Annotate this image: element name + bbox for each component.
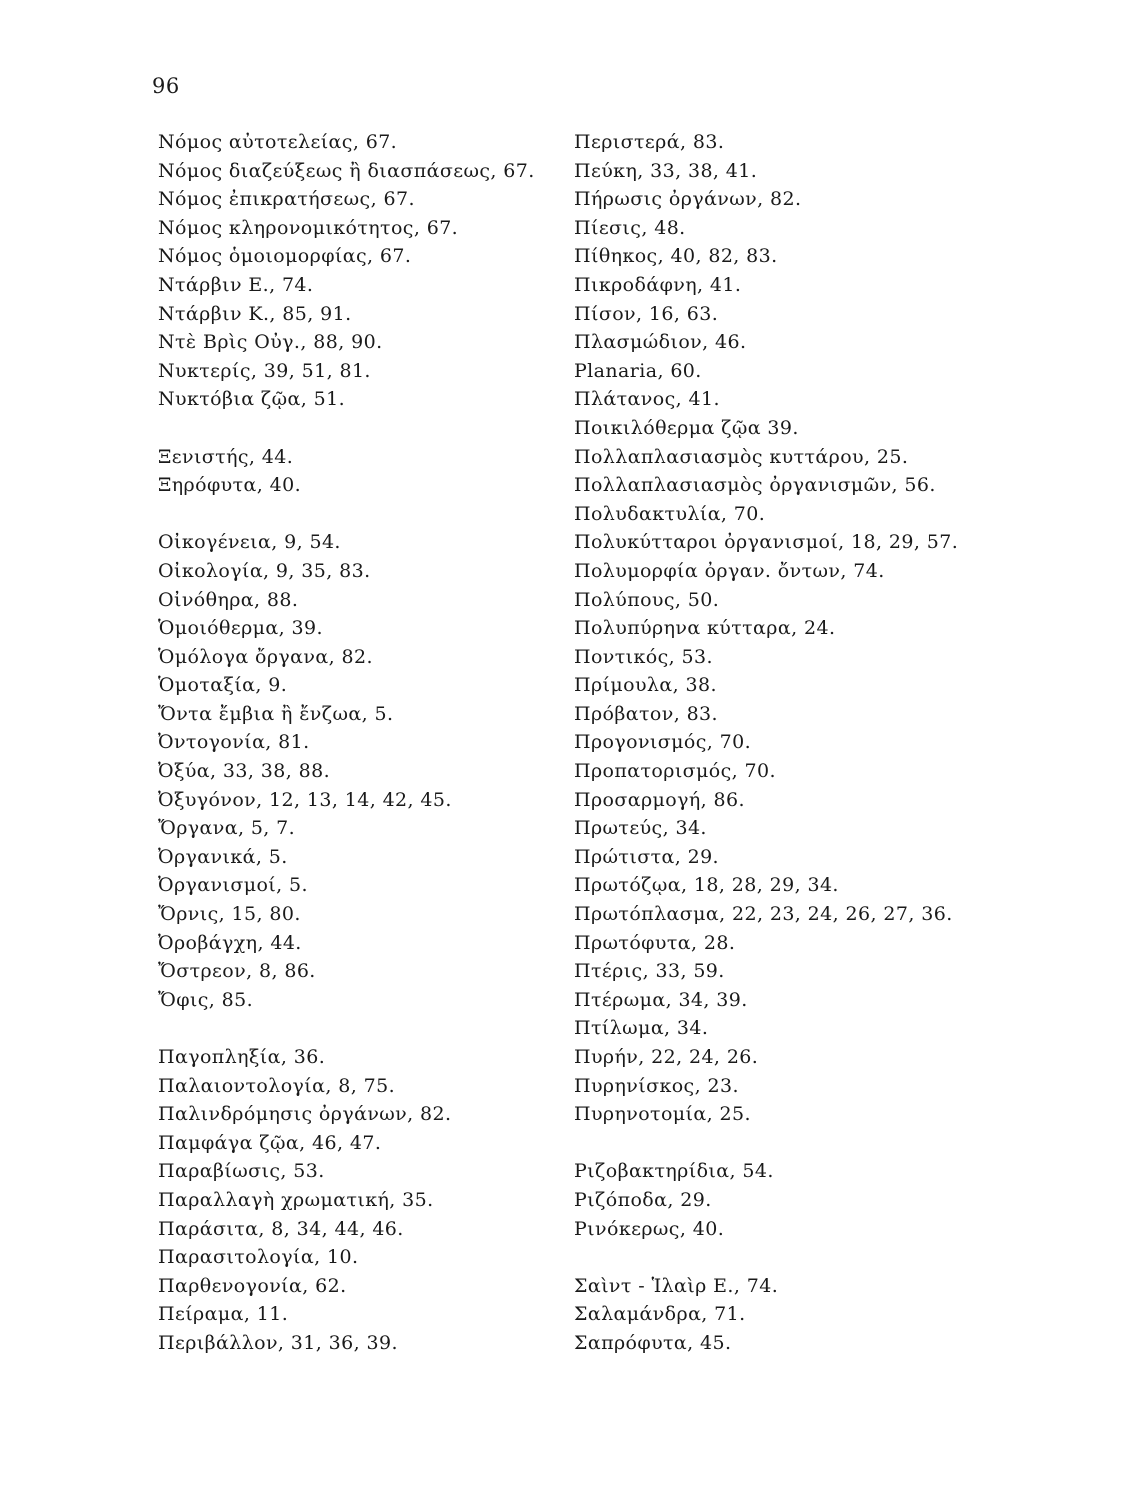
index-entry: Παρασιτολογία, 10.	[158, 1246, 359, 1269]
index-entry: Παράσιτα, 8, 34, 44, 46.	[158, 1217, 404, 1240]
index-entry: Ὁμόλογα ὄργανα, 82.	[158, 645, 373, 668]
index-entry: Ὄντα ἔμβια ἢ ἔνζωα, 5.	[158, 702, 394, 725]
index-entry: Πυρηνοτομία, 25.	[574, 1103, 751, 1126]
index-entry: Παραβίωσις, 53.	[158, 1160, 325, 1183]
index-column-left	[158, 128, 535, 1358]
index-entry: Ὁμοταξία, 9.	[158, 674, 288, 697]
index-entry: Πρωτόζῳα, 18, 28, 29, 34.	[574, 874, 839, 897]
index-entry: Νόμος ἐπικρατήσεως, 67.	[158, 188, 415, 211]
index-entry: Ποντικός, 53.	[574, 645, 713, 668]
index-entry: Οἰκογένεια, 9, 54.	[158, 531, 341, 554]
index-entry: Πρώτιστα, 29.	[574, 845, 720, 868]
index-entry: Πήρωσις ὀργάνων, 82.	[574, 188, 802, 211]
index-entry: Ὀξυγόνον, 12, 13, 14, 42, 45.	[158, 788, 452, 811]
index-entry: Πρωτόπλασμα, 22, 23, 24, 26, 27, 36.	[574, 903, 953, 926]
index-entry: Πολλαπλασιασμὸς ὀργανισμῶν, 56.	[574, 474, 936, 497]
index-entry: Προσαρμογή, 86.	[574, 788, 745, 811]
index-entry: Ὄργανα, 5, 7.	[158, 817, 296, 840]
index-entry: Ξηρόφυτα, 40.	[158, 474, 302, 497]
index-entry: Πυρηνίσκος, 23.	[574, 1074, 739, 1097]
index-entry: Πυρήν, 22, 24, 26.	[574, 1046, 759, 1068]
index-entry: Νόμος αὐτοτελείας, 67.	[158, 131, 398, 153]
index-entry: Πολυκύτταροι ὀργανισμοί, 18, 29, 57.	[574, 531, 959, 554]
index-entry: Πρωτόφυτα, 28.	[574, 931, 736, 954]
index-entry: Πεύκη, 33, 38, 41.	[574, 159, 758, 182]
index-entry: Πολυδακτυλία, 70.	[574, 502, 766, 525]
index-entry: Νυκτερίς, 39, 51, 81.	[158, 359, 371, 382]
index-entry: Νόμος κληρονομικότητος, 67.	[158, 216, 459, 239]
index-entry: Ὀροβάγχη, 44.	[158, 931, 302, 954]
index-entry: Προπατορισμός, 70.	[574, 760, 776, 783]
index-entry: Πολύπους, 50.	[574, 588, 720, 611]
index-entry: Οἰκολογία, 9, 35, 83.	[158, 559, 371, 582]
index-entry: Πλασμώδιον, 46.	[574, 331, 747, 354]
index-entry: Ὀργανισμοί, 5.	[158, 874, 308, 897]
index-entry: Παλαιοντολογία, 8, 75.	[158, 1074, 396, 1097]
index-entry: Πίσον, 16, 63.	[574, 302, 719, 325]
index-entry: Νόμος ὁμοιομορφίας, 67.	[158, 245, 412, 268]
index-entry: Περιστερά, 83.	[574, 131, 725, 153]
index-entry: Πικροδάφνη, 41.	[574, 273, 742, 296]
index-entry: Νυκτόβια ζῷα, 51.	[158, 388, 346, 411]
page-number: 96	[152, 74, 180, 98]
index-entry: Παγοπληξία, 36.	[158, 1046, 326, 1068]
index-entry: Ὄρνις, 15, 80.	[158, 903, 301, 926]
index-entry: Πίεσις, 48.	[574, 216, 686, 239]
index-entry: Ὄφις, 85.	[158, 988, 254, 1011]
section-gap	[574, 1243, 958, 1272]
index-entry: Πολυμορφία ὀργαν. ὄντων, 74.	[574, 559, 885, 582]
index-entry: Ὄστρεον, 8, 86.	[158, 960, 316, 983]
section-gap	[158, 1014, 535, 1043]
index-entry: Οἰνόθηρα, 88.	[158, 588, 299, 611]
index-entry: Ντάρβιν Ε., 74.	[158, 273, 314, 296]
index-entry: Πτίλωμα, 34.	[574, 1017, 709, 1040]
index-entry: Ριζοβακτηρίδια, 54.	[574, 1160, 774, 1183]
index-entry: Πολυπύρηνα κύτταρα, 24.	[574, 617, 836, 640]
index-entry: Πτέρωμα, 34, 39.	[574, 988, 748, 1011]
index-entry: Πίθηκος, 40, 82, 83.	[574, 245, 778, 268]
index-entry: Πρωτεύς, 34.	[574, 817, 707, 840]
index-entry: Ντὲ Βρὶς Οὐγ., 88, 90.	[158, 331, 383, 354]
index-entry: Παμφάγα ζῷα, 46, 47.	[158, 1131, 382, 1154]
index-entry: Planaria, 60.	[574, 359, 702, 382]
index-entry: Πείραμα, 11.	[158, 1303, 289, 1326]
index-entry: Ὀξύα, 33, 38, 88.	[158, 760, 331, 783]
section-gap	[158, 414, 535, 443]
index-entry: Ριζόποδα, 29.	[574, 1188, 712, 1211]
index-entry: Σαπρόφυτα, 45.	[574, 1331, 732, 1354]
index-entry: Περιβάλλον, 31, 36, 39.	[158, 1331, 398, 1354]
index-entry: Παλινδρόμησις ὀργάνων, 82.	[158, 1103, 452, 1126]
index-entry: Ρινόκερως, 40.	[574, 1217, 725, 1240]
index-entry: Νόμος διαζεύξεως ἢ διασπάσεως, 67.	[158, 159, 535, 182]
index-entry: Ὀργανικά, 5.	[158, 845, 288, 868]
index-entry: Πρίμουλα, 38.	[574, 674, 717, 697]
index-entry: Πλάτανος, 41.	[574, 388, 720, 411]
index-entry: Προγονισμός, 70.	[574, 731, 752, 754]
index-entry: Πρόβατον, 83.	[574, 702, 718, 725]
section-gap	[158, 500, 535, 529]
index-entry: Σαλαμάνδρα, 71.	[574, 1303, 746, 1326]
index-entry: Παρθενογονία, 62.	[158, 1274, 347, 1297]
index-entry: Ὀντογονία, 81.	[158, 731, 310, 754]
index-entry: Πτέρις, 33, 59.	[574, 960, 725, 983]
index-entry: Παραλλαγὴ χρωματική, 35.	[158, 1188, 434, 1211]
index-entry: Σαὶντ - Ἱλαὶρ Ε., 74.	[574, 1274, 779, 1297]
index-entry: Πολλαπλασιασμὸς κυττάρου, 25.	[574, 445, 909, 468]
section-gap	[574, 1129, 958, 1158]
index-entry: Ντάρβιν Κ., 85, 91.	[158, 302, 352, 325]
index-column-right	[574, 128, 958, 1358]
index-entry: Ποικιλόθερμα ζῷα 39.	[574, 416, 799, 439]
index-entry: Ὁμοιόθερμα, 39.	[158, 617, 323, 640]
index-entry: Ξενιστής, 44.	[158, 445, 294, 468]
